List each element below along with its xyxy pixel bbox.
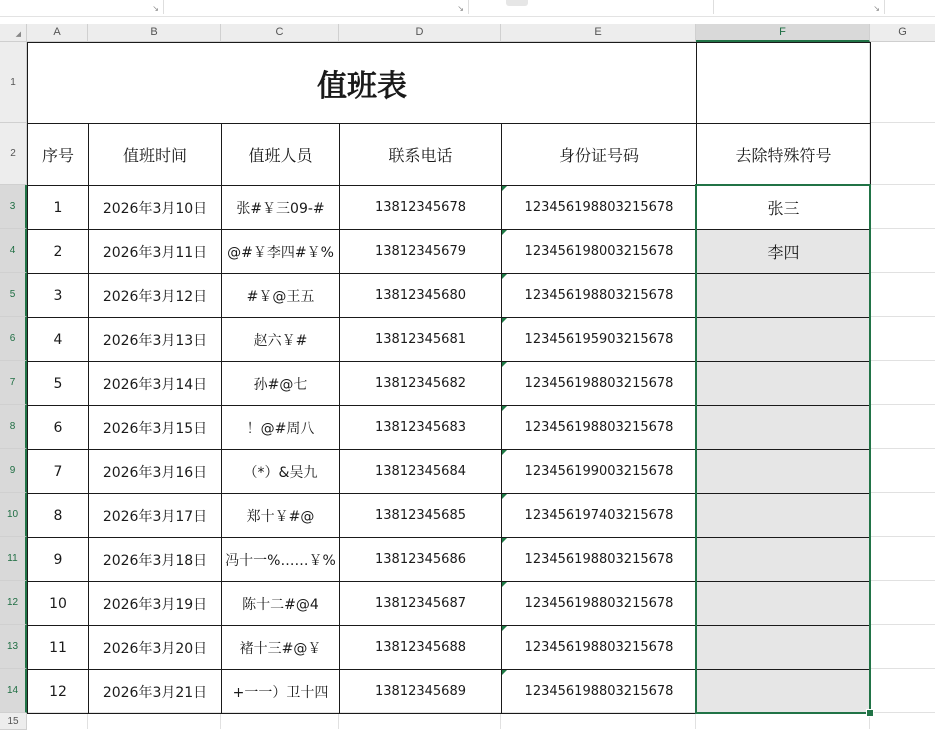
- cell-phone[interactable]: 13812345689: [340, 670, 502, 714]
- title-row: [28, 43, 871, 124]
- cell-cleaned-name[interactable]: 张三: [697, 186, 871, 230]
- cell-id-number[interactable]: 123456198803215678: [502, 538, 697, 582]
- row-header-3[interactable]: 3: [0, 185, 27, 229]
- cell-cleaned-name[interactable]: [697, 406, 871, 450]
- cell-cleaned-name[interactable]: [697, 670, 871, 714]
- cell-id-number[interactable]: 123456195903215678: [502, 318, 697, 362]
- row-header-12[interactable]: 12: [0, 581, 27, 625]
- row-header-13[interactable]: 13: [0, 625, 27, 669]
- cell-duty-person[interactable]: （*）&吴九: [222, 450, 340, 494]
- column-header-g[interactable]: G: [870, 24, 935, 42]
- cell-duty-person[interactable]: +一一）卫十四: [222, 670, 340, 714]
- cell-duty-person[interactable]: 郑十￥#@: [222, 494, 340, 538]
- cell-phone[interactable]: 13812345683: [340, 406, 502, 450]
- gridline: [220, 713, 221, 729]
- cell-cleaned-name[interactable]: [697, 318, 871, 362]
- ribbon-bottom-edge: [0, 0, 935, 17]
- cell-duty-person[interactable]: 赵六￥#: [222, 318, 340, 362]
- cell-index[interactable]: 8: [28, 494, 89, 538]
- gridline: [870, 448, 935, 449]
- gridline: [870, 536, 935, 537]
- cell-duty-person[interactable]: 孙#@七: [222, 362, 340, 406]
- cell-id-number[interactable]: 123456198803215678: [502, 670, 697, 714]
- gridline: [870, 668, 935, 669]
- cell-index[interactable]: 1: [28, 186, 89, 230]
- gridline: [695, 713, 696, 729]
- header-row: [28, 124, 871, 186]
- cell-index[interactable]: 2: [28, 230, 89, 274]
- gridline: [870, 272, 935, 273]
- header-index[interactable]: 序号: [28, 124, 89, 186]
- gridline: [870, 624, 935, 625]
- cell-cleaned-name[interactable]: [697, 582, 871, 626]
- cell-id-number[interactable]: 123456199003215678: [502, 450, 697, 494]
- cell-index[interactable]: 12: [28, 670, 89, 714]
- cell-phone[interactable]: 13812345687: [340, 582, 502, 626]
- cell-duty-time[interactable]: 2026年3月11日: [89, 230, 222, 274]
- cell-cleaned-name[interactable]: [697, 494, 871, 538]
- column-header-f[interactable]: F: [696, 24, 870, 42]
- cell-duty-person[interactable]: 褚十三#@￥: [222, 626, 340, 670]
- column-header-d[interactable]: D: [339, 24, 501, 42]
- cell-duty-time[interactable]: 2026年3月13日: [89, 318, 222, 362]
- cell-phone[interactable]: 13812345684: [340, 450, 502, 494]
- cell-duty-person[interactable]: 陈十二#@4: [222, 582, 340, 626]
- duty-roster-table: [27, 42, 871, 714]
- ribbon-group: [0, 0, 164, 14]
- cell-phone[interactable]: 13812345680: [340, 274, 502, 318]
- row-header-9[interactable]: 9: [0, 449, 27, 493]
- table-row: [28, 626, 871, 670]
- cell-duty-time[interactable]: 2026年3月10日: [89, 186, 222, 230]
- header-duty-person[interactable]: 值班人员: [222, 124, 340, 186]
- select-all-triangle-icon: ◢: [15, 30, 21, 38]
- header-id-number[interactable]: 身份证号码: [502, 124, 697, 186]
- cell-cleaned-name[interactable]: [697, 538, 871, 582]
- gridline: [870, 122, 935, 123]
- cell-index[interactable]: 11: [28, 626, 89, 670]
- cell-id-number[interactable]: 123456197403215678: [502, 494, 697, 538]
- cell-cleaned-name[interactable]: [697, 450, 871, 494]
- select-all-corner[interactable]: [0, 24, 27, 42]
- cell-index[interactable]: 10: [28, 582, 89, 626]
- gridline: [870, 316, 935, 317]
- cell-duty-person[interactable]: 张#￥三09-#: [222, 186, 340, 230]
- row-header-4[interactable]: 4: [0, 229, 27, 273]
- dialog-launcher-icon[interactable]: ↘: [457, 4, 464, 13]
- gridline: [870, 360, 935, 361]
- table-row: [28, 362, 871, 406]
- table-body: [28, 186, 871, 714]
- cell-phone[interactable]: 13812345688: [340, 626, 502, 670]
- cell-id-number[interactable]: 123456198003215678: [502, 230, 697, 274]
- table-row: [28, 406, 871, 450]
- column-header-c[interactable]: C: [221, 24, 339, 42]
- table-row: [28, 670, 871, 714]
- row-header-5[interactable]: 5: [0, 273, 27, 317]
- cell-duty-person[interactable]: @#￥李四#￥%: [222, 230, 340, 274]
- gridline: [870, 492, 935, 493]
- cell-duty-person[interactable]: ！@#周八: [222, 406, 340, 450]
- cell-cleaned-name[interactable]: 李四: [697, 230, 871, 274]
- gridline: [87, 713, 88, 729]
- table-row: [28, 450, 871, 494]
- table-row: [28, 230, 871, 274]
- gridline: [338, 713, 339, 729]
- row-header-7[interactable]: 7: [0, 361, 27, 405]
- cell-id-number[interactable]: 123456198803215678: [502, 406, 697, 450]
- cell-duty-time[interactable]: 2026年3月20日: [89, 626, 222, 670]
- row-header-6[interactable]: 6: [0, 317, 27, 361]
- row-header-8[interactable]: 8: [0, 405, 27, 449]
- cell-cleaned-name[interactable]: [697, 626, 871, 670]
- cell-phone[interactable]: 13812345678: [340, 186, 502, 230]
- column-header-e[interactable]: E: [501, 24, 696, 42]
- cell-f1[interactable]: [697, 43, 871, 124]
- cell-index[interactable]: 4: [28, 318, 89, 362]
- cell-id-number[interactable]: 123456198803215678: [502, 582, 697, 626]
- cell-id-number[interactable]: 123456198803215678: [502, 626, 697, 670]
- cell-duty-time[interactable]: 2026年3月12日: [89, 274, 222, 318]
- header-phone[interactable]: 联系电话: [340, 124, 502, 186]
- cell-id-number[interactable]: 123456198803215678: [502, 362, 697, 406]
- gridline: [870, 184, 935, 185]
- cell-phone[interactable]: 13812345681: [340, 318, 502, 362]
- header-remove-symbols[interactable]: 去除特殊符号: [697, 124, 871, 186]
- row-header-10[interactable]: 10: [0, 493, 27, 537]
- row-header-11[interactable]: 11: [0, 537, 27, 581]
- cell-cleaned-name[interactable]: [697, 362, 871, 406]
- ribbon-group: [469, 0, 714, 14]
- cell-duty-time[interactable]: 2026年3月16日: [89, 450, 222, 494]
- dialog-launcher-icon[interactable]: ↘: [873, 4, 880, 13]
- cell-phone[interactable]: 13812345686: [340, 538, 502, 582]
- cell-duty-time[interactable]: 2026年3月14日: [89, 362, 222, 406]
- cell-duty-time[interactable]: 2026年3月17日: [89, 494, 222, 538]
- cell-index[interactable]: 3: [28, 274, 89, 318]
- ribbon-group: [714, 0, 885, 14]
- cell-id-number[interactable]: 123456198803215678: [502, 186, 697, 230]
- column-header-a[interactable]: A: [27, 24, 88, 42]
- gridline: [500, 713, 501, 729]
- dialog-launcher-icon[interactable]: ↘: [152, 4, 159, 13]
- row-header-14[interactable]: 14: [0, 669, 27, 713]
- gridline: [870, 404, 935, 405]
- table-row: [28, 494, 871, 538]
- fill-handle[interactable]: [866, 709, 874, 717]
- cell-index[interactable]: 7: [28, 450, 89, 494]
- cell-duty-time[interactable]: 2026年3月21日: [89, 670, 222, 714]
- cell-duty-time[interactable]: 2026年3月18日: [89, 538, 222, 582]
- header-duty-time[interactable]: 值班时间: [89, 124, 222, 186]
- row-header-1[interactable]: 1: [0, 42, 27, 123]
- cell-duty-time[interactable]: 2026年3月15日: [89, 406, 222, 450]
- cell-cleaned-name[interactable]: [697, 274, 871, 318]
- cell-index[interactable]: 6: [28, 406, 89, 450]
- cell-duty-time[interactable]: 2026年3月19日: [89, 582, 222, 626]
- row-header-15[interactable]: 15: [0, 713, 27, 730]
- table-row: [28, 186, 871, 230]
- cell-duty-person[interactable]: #￥@王五: [222, 274, 340, 318]
- column-header-b[interactable]: B: [88, 24, 221, 42]
- table-row: [28, 318, 871, 362]
- gridline: [870, 580, 935, 581]
- table-row: [28, 582, 871, 626]
- cell-phone[interactable]: 13812345685: [340, 494, 502, 538]
- cell-duty-person[interactable]: 冯十一%……￥%: [222, 538, 340, 582]
- cell-phone[interactable]: 13812345682: [340, 362, 502, 406]
- cell-id-number[interactable]: 123456198803215678: [502, 274, 697, 318]
- table-row: [28, 538, 871, 582]
- cell-index[interactable]: 9: [28, 538, 89, 582]
- sheet-title[interactable]: 值班表: [28, 43, 697, 124]
- cell-phone[interactable]: 13812345679: [340, 230, 502, 274]
- ribbon-group: [164, 0, 469, 14]
- row-header-2[interactable]: 2: [0, 123, 27, 185]
- table-row: [28, 274, 871, 318]
- gridline: [870, 228, 935, 229]
- cell-index[interactable]: 5: [28, 362, 89, 406]
